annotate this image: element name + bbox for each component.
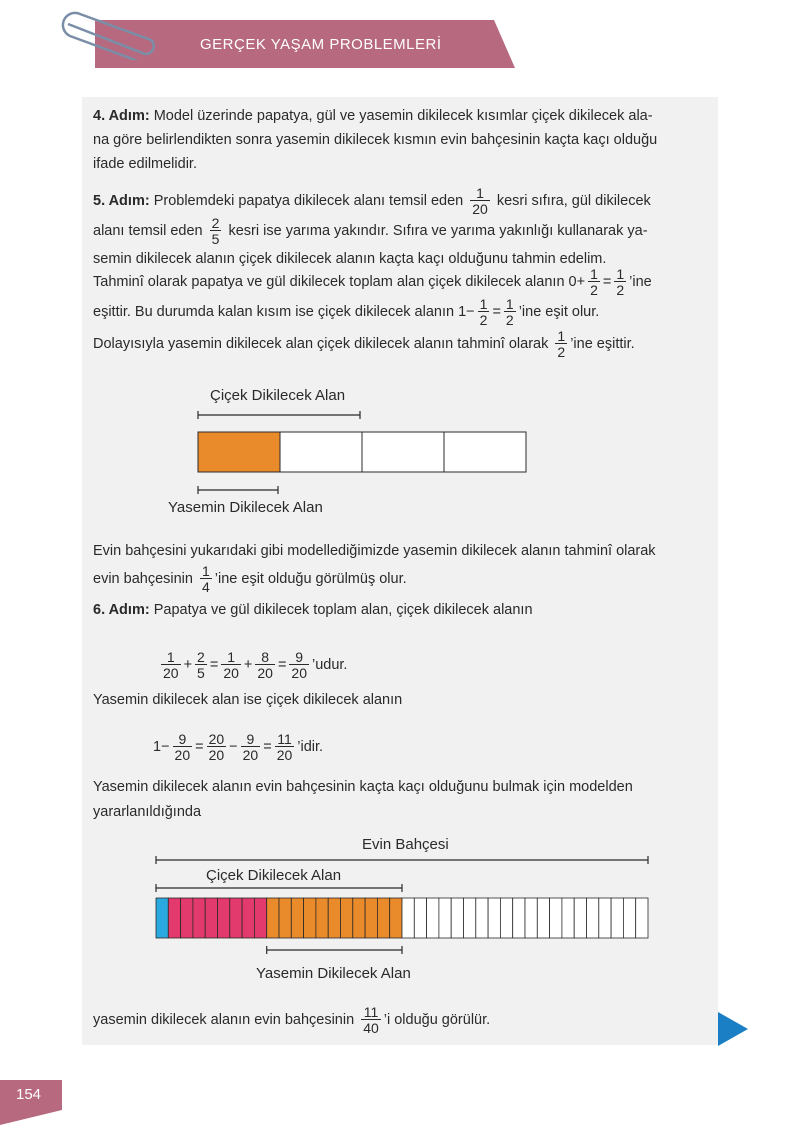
model2-mid-label: Çiçek Dikilecek Alan xyxy=(206,867,342,884)
model2-intro: Yasemin dikilecek alanın evin bahçesinin kaçta kaçı olduğunu bulmak için modelden yararlanıldığında xyxy=(93,779,633,820)
rose-cell xyxy=(230,898,242,938)
model2-top-label: Evin Bahçesi xyxy=(362,836,449,853)
jasmine-cell xyxy=(365,898,377,938)
empty-cell xyxy=(427,898,439,938)
empty-cell xyxy=(562,898,574,938)
empty-cell xyxy=(451,898,463,938)
rose-cell xyxy=(193,898,205,938)
step6-mid-text: Yasemin dikilecek alan ise çiçek dikilecek alanın xyxy=(93,692,403,708)
empty-cell xyxy=(611,898,623,938)
empty-cell xyxy=(476,898,488,938)
rose-cell xyxy=(218,898,230,938)
empty-cell xyxy=(464,898,476,938)
empty-cell xyxy=(500,898,512,938)
fraction-1-20: $\frac{1}{20}$ xyxy=(472,185,488,217)
step4-paragraph: 4. Adım: Model üzerinde papatya, gül ve yasemin dikilecek kısımlar çiçek dikilecek ala- na göre belirlendikten sonra yasemin dikilecek kısmın evin bahçesinin kaçta kaçı olduğu ifade edilmelidir. xyxy=(93,108,658,172)
jasmine-cell xyxy=(353,898,365,938)
after-model1-paragraph: Evin bahçesini yukarıdaki gibi modellediğimizde yasemin dikilecek alanın tahminî olarak evin bahçesinin $\frac{1}{4}$ ’ine eşit olduğu görülmüş olur. xyxy=(93,543,656,595)
jasmine-cell xyxy=(267,898,279,938)
jasmine-cell xyxy=(377,898,389,938)
rose-cell xyxy=(205,898,217,938)
jasmine-cell xyxy=(328,898,340,938)
empty-cell xyxy=(525,898,537,938)
equation-1: $\frac{1}{20}$ + $\frac{2}{5}$ = $\frac{1}{20}$ + $\frac{8}{20}$ = $\frac{9}{20}$ ’udur. xyxy=(163,649,348,681)
fraction-1-4: $\frac{1}{4}$ xyxy=(202,563,210,595)
rose-cell xyxy=(181,898,193,938)
fraction-1-2: $\frac{1}{2}$ xyxy=(505,296,514,328)
fraction-11-40: $\frac{11}{40}$ xyxy=(363,1004,379,1036)
fraction-2-5: $\frac{2}{5}$ xyxy=(211,215,220,247)
rose-cell xyxy=(168,898,180,938)
step6-label: 6. Adım: xyxy=(93,602,150,618)
jasmine-cell xyxy=(316,898,328,938)
rose-cell xyxy=(242,898,254,938)
empty-cell xyxy=(414,898,426,938)
estimate-paragraph: Tahminî olarak papatya ve gül dikilecek toplam alan çiçek dikilecek alanın 0+ $\frac{1}{2}$ = $\frac{1}{2}$ ’ine eşittir. Bu durumda kalan kısım ise çiçek dikilecek alanın 1− $\frac{1}{2}$ = $\frac{1}{2}$ ’ine eşit olur. xyxy=(93,266,652,328)
header-title: GERÇEK YAŞAM PROBLEMLERİ xyxy=(200,36,442,53)
daisy-cell xyxy=(156,898,168,938)
fraction-1-2: $\frac{1}{2}$ xyxy=(590,266,598,298)
estimate-conclusion: Dolayısıyla yasemin dikilecek alan çiçek dikilecek alanın tahminî olarak $\frac{1}{2}$ ’ine eşittir. xyxy=(93,328,635,360)
empty-cell xyxy=(599,898,611,938)
empty-cell xyxy=(488,898,500,938)
empty-cell xyxy=(513,898,525,938)
empty-cell xyxy=(623,898,635,938)
jasmine-cell xyxy=(291,898,303,938)
step5-paragraph: 5. Adım: Problemdeki papatya dikilecek alanı temsil eden $\frac{1}{20}$ kesri sıfıra, gül dikilecek alanı temsil eden $\frac{2}{5}$ kesri ise yarıma yakındır. Sıfıra ve yarıma yakınlığı kullanarak ya- semin dikilecek alanın çiçek dikilecek alanın kaçta kaçı olduğunu tahmin edelim. xyxy=(93,185,651,267)
rose-cell xyxy=(254,898,266,938)
equation-2: 1− $\frac{9}{20}$ = $\frac{20}{20}$ − $\frac{9}{20}$ = $\frac{11}{20}$ ’idir. xyxy=(153,731,324,763)
page-number-tail xyxy=(0,1110,62,1125)
paperclip-icon xyxy=(50,10,160,60)
conclusion-paragraph: yasemin dikilecek alanın evin bahçesinin $\frac{11}{40}$ ’i olduğu görülür. xyxy=(93,1004,491,1036)
step5-label: 5. Adım: xyxy=(93,192,150,209)
jasmine-cell xyxy=(341,898,353,938)
model2-bottom-label: Yasemin Dikilecek Alan xyxy=(256,965,411,982)
empty-cell xyxy=(537,898,549,938)
model1-bar-diagram xyxy=(190,408,535,498)
empty-cell xyxy=(550,898,562,938)
empty-cell xyxy=(574,898,586,938)
page-number: 154 xyxy=(16,1086,42,1103)
empty-cell xyxy=(402,898,414,938)
step4-label: 4. Adım: xyxy=(93,108,150,124)
jasmine-cell xyxy=(390,898,402,938)
fraction-1-2: $\frac{1}{2}$ xyxy=(616,266,625,298)
model1-bottom-label: Yasemin Dikilecek Alan xyxy=(168,499,323,516)
empty-cell xyxy=(439,898,451,938)
jasmine-cell xyxy=(279,898,291,938)
fraction-1-2: $\frac{1}{2}$ xyxy=(557,328,566,360)
empty-cell xyxy=(587,898,599,938)
step6-paragraph: 6. Adım: Papatya ve gül dikilecek toplam alan, çiçek dikilecek alanın xyxy=(93,602,533,618)
fraction-1-2: $\frac{1}{2}$ xyxy=(479,296,488,328)
jasmine-cell xyxy=(304,898,316,938)
model2-bar-diagram xyxy=(150,852,660,962)
next-page-arrow-icon[interactable] xyxy=(718,1012,748,1046)
empty-cell xyxy=(636,898,648,938)
model1-top-label: Çiçek Dikilecek Alan xyxy=(210,387,346,404)
